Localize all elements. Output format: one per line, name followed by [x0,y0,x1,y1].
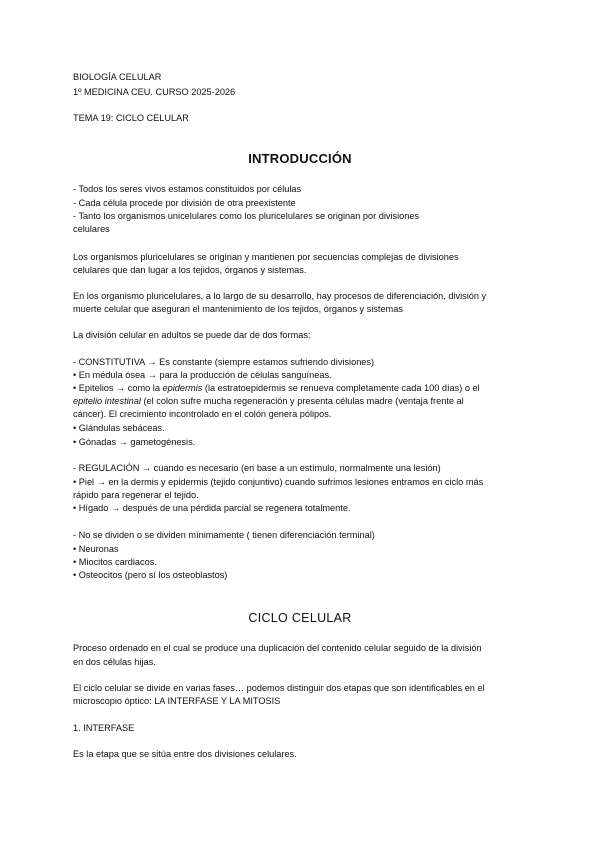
nodiv-miocitos: • Miocitos cardiacos. [73,557,157,567]
constitutiva-heading: - CONSTITUTIVA → Es constante (siempre estamos sufriendo divisiones) [73,357,375,367]
course-line: 1º MEDICINA CEU. CURSO 2025-2026 [73,87,236,97]
regulacion-piel-2: rápido para regenerar el tejido. [73,490,199,500]
constitutiva-epitelios-cont1: epitelio intestinal (el colon sufre mucha regeneración y presenta células madre (ventaja frente al [73,396,464,406]
intro-bullet-2: - Cada célula procede por división de otra preexistente [73,198,296,208]
ciclo-heading: CICLO CELULAR [248,611,352,625]
regulacion-heading: - REGULACIÓN → cuando es necesario (en base a un estímulo, normalmente una lesión) [73,463,441,473]
constitutiva-gonadas: • Gónadas → gametogénesis. [73,437,196,447]
ciclo-p2-line1: El ciclo celular se divide en varias fases… podemos distinguir dos etapas que son identificables en el [73,683,485,693]
intro-bullet-1: - Todos los seres vivos estamos constituidos por células [73,184,302,194]
topic-line: TEMA 19: CICLO CELULAR [73,113,189,123]
subject-line: BIOLOGÍA CELULAR [73,72,162,82]
intro-bullet-3: - Tanto los organismos unicelulares como los pluricelulares se originan por divisiones [73,211,420,221]
ciclo-p1-line1: Proceso ordenado en el cual se produce una duplicación del contenido celular seguido de la división [73,643,482,653]
nodiv-neuronas: • Neuronas [73,544,119,554]
regulacion-piel-1: • Piel → en la dermis y epidermis (tejido conjuntivo) cuando sufrimos lesiones entramos en ciclo más [73,477,484,487]
constitutiva-glandulas: • Glándulas sebáceas. [73,423,165,433]
ciclo-p1-line2: en dos células hijas. [73,657,156,667]
intro-heading: INTRODUCCIÓN [248,151,352,166]
nodiv-heading: - No se dividen o se dividen mínimamente ( tienen diferenciación terminal) [73,530,375,540]
nodiv-osteocitos: • Osteocitos (pero sí los osteoblastos) [73,570,228,580]
para3-line: La división celular en adultos se puede dar de dos formas: [73,330,311,340]
ciclo-p2-line2: microscopio óptico: LA INTERFASE Y LA MITOSIS [73,696,281,706]
regulacion-higado: • Hígado → después de una pérdida parcial se regenera totalmente. [73,503,351,513]
constitutiva-epitelios: • Epitelios → como la epidermis (la estratoepidermis se renueva completamente cada 100 días) o el [73,383,480,393]
interfase-text: Es la etapa que se sitúa entre dos divisiones celulares. [73,749,297,759]
constitutiva-medula: • En médula ósea → para la producción de células sanguíneas. [73,370,332,380]
para1-line2: celulares que dan lugar a los tejidos, órganos y sistemas. [73,265,307,275]
intro-bullet-3-cont: celulares [73,224,110,234]
constitutiva-epitelios-cont2: cáncer). El crecimiento incontrolado en el colón genera pólipos. [73,409,332,419]
para2-line2: muerte celular que aseguran el mantenimiento de los tejidos, órganos y sistemas [73,304,403,314]
para1-line1: Los organismos pluricelulares se originan y mantienen por secuencias complejas de divisiones [73,252,459,262]
interfase-heading: 1. INTERFASE [73,723,135,733]
para2-line1: En los organismo pluricelulares, a lo largo de su desarrollo, hay procesos de diferenciación, división y [73,291,487,301]
